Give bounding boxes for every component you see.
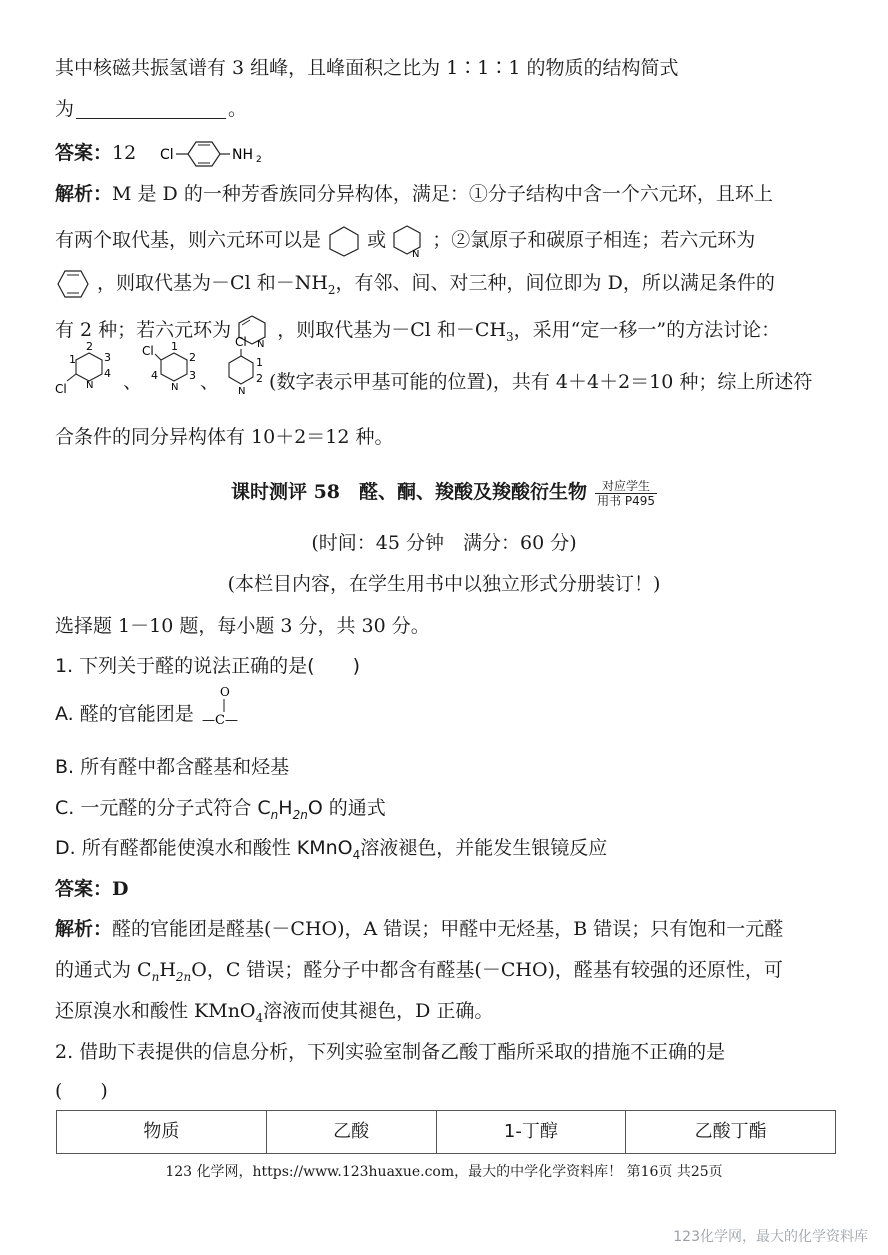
pos-1: 1 xyxy=(256,356,264,369)
analysis-text: 醛的官能团是醛基(－CHO)，A 错误；甲醛中无烃基，B 错误；只有饱和一元醛 xyxy=(112,918,784,940)
table-header-cell: 物质 xyxy=(57,1111,267,1154)
carbonyl-group xyxy=(200,684,254,728)
analysis-text: ，则取代基为－Cl 和－NH xyxy=(97,272,328,294)
option-text: C. 一元醛的分子式符合 C xyxy=(55,797,271,819)
chloroaniline-structure xyxy=(160,139,290,169)
separator: 、 xyxy=(200,371,220,393)
prev-question-line-2 xyxy=(55,95,838,123)
q1-option-a-text: A. 醛的官能团是 xyxy=(55,703,194,725)
pos-4: 4 xyxy=(151,369,159,382)
pos-1: 1 xyxy=(69,353,76,366)
analysis-label: 解析： xyxy=(55,918,113,940)
analysis-text: 溶液而使其褪色，D 正确。 xyxy=(263,1000,494,1022)
subscript: 2n xyxy=(175,969,192,984)
q1-option-d xyxy=(55,834,838,862)
carbonyl-c: —C— xyxy=(201,712,238,728)
q1-option-a xyxy=(55,684,838,728)
q1-option-b: B. 所有醛中都含醛基和烃基 xyxy=(55,756,290,778)
answer-blank xyxy=(76,99,226,119)
pyridine-ring xyxy=(392,224,426,258)
benzene-ring xyxy=(55,268,91,300)
textbook-reference-top: 对应学生 xyxy=(595,479,657,494)
analysis-label: 解析： xyxy=(55,183,113,205)
chloropyridine-4-structure xyxy=(219,334,269,396)
prev-question-line-1: 其中核磁共振氢谱有 3 组峰，且峰面积之比为 1∶1∶1 的物质的结构简式 xyxy=(55,57,679,79)
pyridine-n-label: N xyxy=(257,339,265,348)
analysis-text: 有两个取代基，则六元环可以是 xyxy=(55,229,322,251)
mol-cl: Cl xyxy=(235,335,247,349)
table-header-cell: 乙酸丁酯 xyxy=(626,1111,836,1154)
answer-value: D xyxy=(112,878,129,900)
q1-option-c xyxy=(55,794,838,822)
prev-analysis-line-5 xyxy=(55,335,838,397)
textbook-reference xyxy=(595,479,657,508)
option-text: 溶液褪色，并能发生银镜反应 xyxy=(360,837,608,859)
analysis-text: ，有邻、间、对三种，间位即为 D，所以满足条件的 xyxy=(335,272,775,294)
test-title xyxy=(0,478,888,508)
subscript: 3 xyxy=(506,329,514,344)
analysis-text: ，则取代基为－Cl 和－CH xyxy=(277,319,507,341)
cyclohexane-ring xyxy=(327,225,361,257)
mol-cl: Cl xyxy=(55,382,67,396)
properties-table xyxy=(56,1110,836,1154)
analysis-text: M 是 D 的一种芳香族同分异构体，满足：①分子结构中含一个六元环，且环上 xyxy=(112,183,773,205)
q1-answer xyxy=(55,875,838,903)
mol-n: N xyxy=(238,386,246,396)
mol-cl-label: Cl xyxy=(160,147,174,163)
prev-analysis-line-3 xyxy=(55,268,838,300)
pos-3: 3 xyxy=(189,369,197,382)
chloropyridine-3-structure xyxy=(142,339,200,397)
analysis-text: H xyxy=(159,959,176,981)
answer-label: 答案： xyxy=(55,142,113,164)
watermark: 123化学网，最大的化学资料库 xyxy=(673,1229,868,1245)
q1-stem: 1. 下列关于醛的说法正确的是( ) xyxy=(55,655,360,677)
q1-analysis-line-2 xyxy=(55,956,838,984)
chloropyridine-2-structure xyxy=(55,339,123,397)
option-text: H xyxy=(278,797,293,819)
pos-2: 2 xyxy=(256,372,264,385)
option-text: O 的通式 xyxy=(307,797,386,819)
pos-2: 2 xyxy=(189,351,197,364)
separator: 、 xyxy=(123,371,143,393)
mol-nh-label: NH xyxy=(232,147,254,163)
pyridine-n-label: N xyxy=(412,249,420,258)
prev-analysis-line-1 xyxy=(55,180,838,208)
textbook-reference-bottom: 用书 P495 xyxy=(597,493,656,508)
prev-question-wei: 为 xyxy=(55,98,75,120)
analysis-text: ，采用“定一移一”的方法讨论： xyxy=(513,319,781,341)
analysis-text: 还原溴水和酸性 KMnO xyxy=(55,1000,256,1022)
analysis-text: 有 2 种；若六元环为 xyxy=(55,319,232,341)
pos-4: 4 xyxy=(104,367,111,380)
prev-analysis-line-2 xyxy=(55,224,838,258)
mol-n: N xyxy=(86,380,94,391)
analysis-text: 或 xyxy=(367,229,387,251)
q2-stem: 2. 借助下表提供的信息分析，下列实验室制备乙酸丁酯所采取的措施不正确的是 xyxy=(55,1041,726,1063)
prev-analysis-line-6: 合条件的同分异构体有 10＋2＝12 种。 xyxy=(55,426,394,448)
mol-cl: Cl xyxy=(142,344,154,358)
analysis-text: O，C 错误；醛分子中都含有醛基(－CHO)，醛基有较强的还原性，可 xyxy=(191,959,783,981)
subscript: 2n xyxy=(292,807,308,822)
table-header-cell: 乙酸 xyxy=(266,1111,436,1154)
test-title-text: 课时测评 58 醛、酮、羧酸及羧酸衍生物 xyxy=(230,481,588,503)
pos-2: 2 xyxy=(86,340,93,353)
q2-paren: ( ) xyxy=(55,1080,108,1102)
subscript: n xyxy=(151,969,160,984)
subscript: n xyxy=(270,807,279,822)
binding-note: (本栏目内容，在学生用书中以独立形式分册装订！) xyxy=(227,573,661,595)
q1-analysis-line-1 xyxy=(55,915,838,943)
mol-nh-sub: 2 xyxy=(256,155,262,165)
section-instruction: 选择题 1－10 题，每小题 3 分，共 30 分。 xyxy=(55,615,430,637)
analysis-text: 的通式为 C xyxy=(55,959,152,981)
analysis-text: ；②氯原子和碳原子相连；若六元环为 xyxy=(432,229,756,251)
carbonyl-o: O xyxy=(219,684,230,699)
time-info: (时间：45 分钟 满分：60 分) xyxy=(311,532,577,554)
table-header-cell: 1-丁醇 xyxy=(436,1111,626,1154)
mol-n: N xyxy=(171,382,179,393)
option-text: D. 所有醛都能使溴水和酸性 KMnO xyxy=(55,837,353,859)
prev-answer-line xyxy=(55,139,838,169)
pos-3: 3 xyxy=(104,351,111,364)
answer-label: 答案： xyxy=(55,878,113,900)
subscript: 2 xyxy=(327,282,336,297)
prev-question-period: 。 xyxy=(228,98,248,120)
answer-value: 12 xyxy=(112,142,137,164)
page-footer: 123 化学网，https://www.123huaxue.com，最大的中学化学资料库！ 第16页 共25页 xyxy=(165,1164,723,1180)
q1-analysis-line-3 xyxy=(55,997,838,1025)
subscript: 4 xyxy=(352,847,361,862)
table-row xyxy=(57,1111,836,1154)
pos-1: 1 xyxy=(171,340,179,353)
subscript: 4 xyxy=(255,1010,264,1025)
analysis-text: (数字表示甲基可能的位置)，共有 4＋4＋2＝10 种；综上所述符 xyxy=(269,371,813,393)
